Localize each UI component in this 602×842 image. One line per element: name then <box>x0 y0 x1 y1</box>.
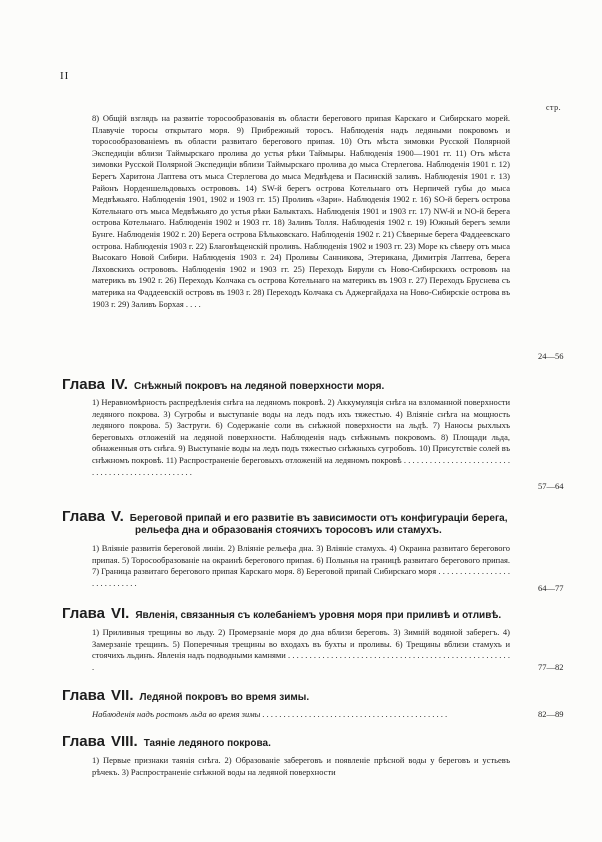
chapter-6-heading <box>62 605 501 622</box>
chapter-6-pages: 77—82 <box>538 662 564 672</box>
chapter-label: Глава <box>62 376 105 393</box>
chapter-number: V. <box>111 508 124 525</box>
chapter-5-pages: 64—77 <box>538 583 564 593</box>
chapter-8-text: 1) Первые признаки таянія снѣга. 2) Образованіе забереговъ и появленіе прѣсной воды у береговъ и устьевъ рѣчекъ. 3) Распространеніе снѣжной воды на ледяной поверхности <box>92 755 510 777</box>
pages-column-label: стр. <box>546 103 562 112</box>
chapter-title: Ледяной покровъ во время зимы. <box>139 692 310 703</box>
chapter-number: VI. <box>111 605 130 622</box>
chapter-number: IV. <box>111 376 128 393</box>
chapter-number: VIII. <box>111 733 138 750</box>
chapter-4-heading <box>62 376 384 393</box>
chapter-label: Глава <box>62 687 105 704</box>
page-number: II <box>60 70 70 82</box>
chapter-title: Явленія, связанныя съ колебаніемъ уровня моря при приливѣ и отливѣ. <box>135 610 502 621</box>
chapter-title: Береговой припай и его развитіе въ зависимости отъ конфигураціи берега, <box>129 513 508 524</box>
chapter-4-pages: 57—64 <box>538 481 564 491</box>
chapter-4-text: 1) Неравномѣрность распредѣленія снѣга на ледяномъ покровѣ. 2) Аккумуляція снѣга на взломанной поверхности ледяного покрова. 3) Сугробы и выступаніе воды на ледъ подъ ихъ тяжестью. 4) Вліяніе снѣга на мощность ледяного покрова. 5) Заструги. 6) Содержаніе соли въ снѣжной поверхности на льдѣ. 7) Наносы рыхлыхъ береговыхъ отложеній на ледяной поверхности. Наблюденія надъ снѣжнымъ покровомъ. 8) Площади льда, обнаженныя отъ снѣга. 9) Выступаніе воды на ледъ подъ тяжестью снѣжныхъ сугробовъ. 10) Присутствіе солей въ снѣжномъ покровѣ. 11) Распространеніе береговыхъ отложеній на ледяномъ покровѣ . . . . . . . . . . . . . . . . . . . . . . . . . . . . . . . . . . . . . . . . . . . . . . . . . <box>92 397 510 477</box>
intro-entry-text: 8) Общій взглядъ на развитіе торосообразованія въ области берегового припая Карскаго и Сибирскаго морей. Плавучіе торосы открытаго моря. 9) Прибрежный торосъ. Наблюденія надъ ледяными покровомъ и торосообразованіемъ въ области развитаго берегового припая. 10) Отъ мѣста зимовки Русской Полярной Экспедиціи вблизи Таймырскаго пролива до устья рѣки Таймыры. Наблюденія 1900—1901 гг. 11) Отъ мѣста зимовки Русской Полярной Экспедиціи вблизи Таймырскаго пролива до мыса Стерлегова. Наблюденія 1901 г. 12) Берегъ Харитона Лаптева отъ мыса Стерлегова до мыса Медвѣдева и Пасинскій заливъ. Наблюденія 1901 г. 13) Районъ Норденшельдовыхъ острововъ. 14) SW-й берегъ острова Котельнаго отъ Нерпичей губы до мыса Медвѣжьяго. Наблюденія 1901, 1902 и 1903 гг. 15) Проливъ «Зари». Наблюденія 1902 г. 16) SO-й берегъ острова Котельнаго отъ мыса Медвѣжьяго до устья рѣки Балыктахъ. Наблюденія 1901 и 1903 гг. 17) NW-й и NO-й берега острова Котельнаго. Наблюденія 1902 и 1903 гг. 18) Заливъ Толля. Наблюденія 1902 г. 19) Южный берегъ земли Бунге. Наблюденія 1902 г. 20) Берега острова Бѣльковскаго. Наблюденія 1902 г. 21) Сѣверные берега Фаддеевскаго острова. Наблюденія 1903 г. 22) Благовѣщенскій проливъ. Наблюденія 1902 и 1903 гг. 23) Море къ сѣверу отъ мыса Высокаго Новой Сибири. Наблюденія 1903 г. 24) Проливы Санникова, Этерикана, Димитрія Лаптева, берега Ляховскихъ острововъ. Наблюденія 1902 и 1903 гг. 25) Переходъ Бирули съ Ново-Сибирскихъ острововъ на материкъ въ 1902 г. 26) Переходъ Колчака съ острова Котельнаго на материкъ въ 1903 г. 27) Переходъ Бруснева съ материка на Фаддеевскій островъ въ 1903 г. 28) Переходъ Колчака съ Аджергайдаха на Ново-Сибирскіе острова въ 1903 г. 29) Заливъ Борхая . . . . <box>92 113 510 309</box>
chapter-number: VII. <box>111 687 134 704</box>
chapter-6-text: 1) Приливныя трещины во льду. 2) Промерзаніе моря до дна вблизи береговъ. 3) Зимній водяной заберегъ. 4) Замерзаніе трещинъ. 5) Поперечныя трещины во входахъ въ бухты и проливы. 6) Трещины вблизи стамухъ и стоячихъ льдинъ. Явленія надъ подводными камнями . . . . . . . . . . . . . . . . . . . . . . . . . . . . . . . . . . . . . . . . . . . . . . . . . . . . . <box>92 627 510 672</box>
chapter-7-pages: 82—89 <box>538 709 564 719</box>
chapter-7-text: Наблюденія надъ ростомъ льда во время зимы . . . . . . . . . . . . . . . . . . . . . . . . . . . . . . . . . . . . . . . . . . . . <box>92 709 448 719</box>
chapter-7-heading <box>62 687 309 704</box>
chapter-8-heading <box>62 733 271 750</box>
chapter-5-title-line2: рельефа дна и образованія стоячихъ торосовъ или стамухъ. <box>135 525 442 536</box>
chapter-title: Таяніе ледяного покрова. <box>143 738 271 749</box>
intro-entry-pages: 24—56 <box>538 351 564 361</box>
chapter-label: Глава <box>62 733 105 750</box>
chapter-5-heading <box>62 508 507 525</box>
chapter-label: Глава <box>62 508 105 525</box>
chapter-title: Снѣжный покровъ на ледяной поверхности моря. <box>133 381 385 392</box>
chapter-5-text: 1) Вліяніе развитія береговой линіи. 2) Вліяніе рельефа дна. 3) Вліяніе стамухъ. 4) Окраина развитаго берегового припая. 5) Торосообразованіе на окраинѣ берегового припая. 6) Полынья на границѣ развитаго берегового припая. 7) Граница развитаго берегового припая Карскаго моря. 8) Береговой припай Сибирскаго моря . . . . . . . . . . . . . . . . . . . . . . . . . . . . <box>92 543 510 588</box>
chapter-label: Глава <box>62 605 105 622</box>
